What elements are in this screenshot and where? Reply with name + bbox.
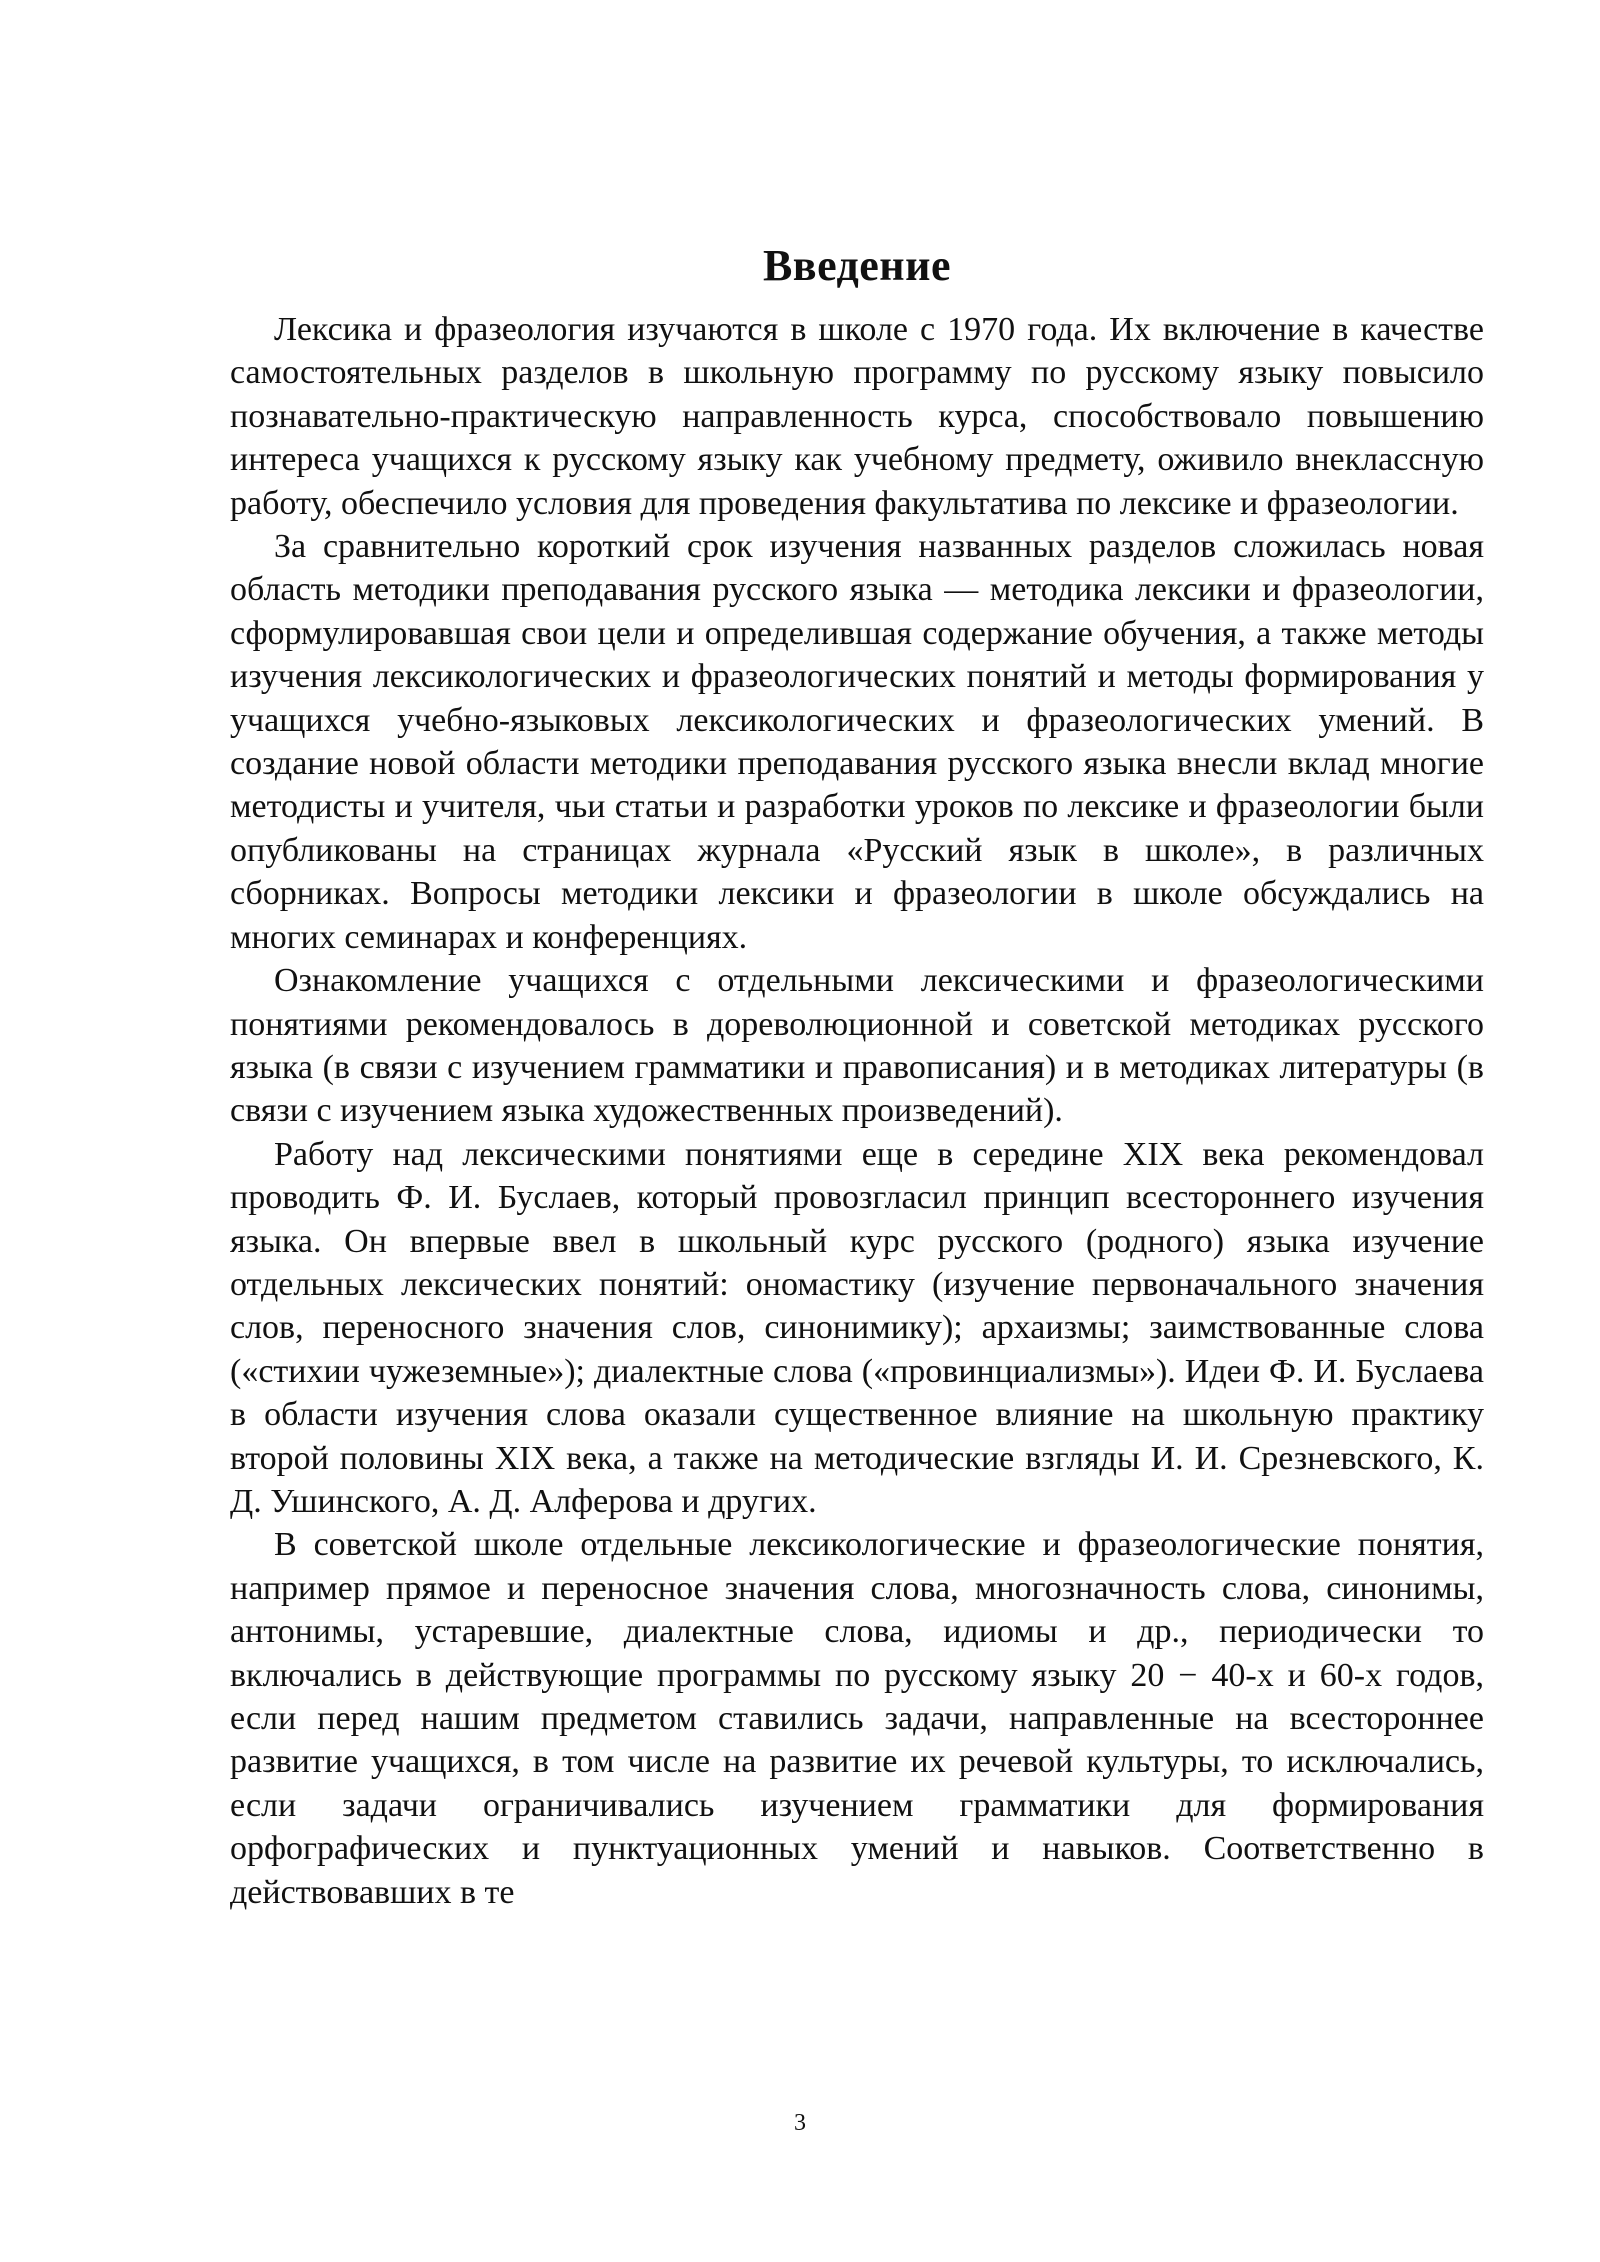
page-body [230, 238, 1484, 1914]
page-number: 3 [794, 2110, 806, 2136]
paragraph-2: За сравнительно короткий срок изучения названных разделов сложилась новая область методики преподавания русского языка — методика лексики и фразеологии, сформулировавшая свои цели и определившая содержание обучения, а также методы изучения лексикологических и фразеологических понятий и методы формирования у учащихся учебно-языковых лексикологических и фразеологических умений. В создание новой области методики преподавания русского языка внесли вклад многие методисты и учителя, чьи статьи и разработки уроков по лексике и фразеологии были опубликованы на страницах журнала «Русский язык в школе», в различных сборниках. Вопросы методики лексики и фразеологии в школе обсуждались на многих семинарах и конференциях. [230, 528, 1484, 956]
page-title: Введение [762, 241, 952, 290]
paragraph-4: Работу над лексическими понятиями еще в середине XIX века рекомендовал проводить Ф. И. Буслаев, который провозгласил принцип всестороннего изучения языка. Он впервые ввел в школьный курс русского (родного) языка изучение отдельных лексических понятий: ономастику (изучение первоначального значения слов, переносного значения слов, синонимику); архаизмы; заимствованные слова («стихии чужеземные»); диалектные слова («провинциализмы»). Идеи Ф. И. Буслаева в области изучения слова оказали существенное влияние на школьную практику второй половины XIX века, а также на методические взгляды И. И. Срезневского, К. Д. Ушинского, А. Д. Алферова и других. [230, 1135, 1484, 1520]
paragraph-3: Ознакомление учащихся с отдельными лексическими и фразеологическими понятиями рекомендовалось в дореволюционной и советской методиках русского языка (в связи с изучением грамматики и правописания) и в методиках литературы (в связи с изучением языка художественных произведений). [230, 962, 1484, 1130]
paragraph-1: Лексика и фразеология изучаются в школе с 1970 года. Их включение в качестве самостоятельных разделов в школьную программу по русскому языку повысило познавательно-практическую направленность курса, способствовало повышению интереса учащихся к русскому языку как учебному предмету, оживило внеклассную работу, обеспечило условия для проведения факультатива по лексике и фразеологии. [230, 311, 1484, 522]
paragraph-5: В советской школе отдельные лексикологические и фразеологические понятия, например прямое и переносное значения слова, многозначность слова, синонимы, антонимы, устаревшие, диалектные слова, идиомы и др., периодически то включались в действующие программы по русскому языку 20 − 40-х и 60-х годов, если перед нашим предметом ставились задачи, направленные на всестороннее развитие учащихся, в том числе на развитие их речевой культуры, то исключались, если задачи ограничивались изучением грамматики для формирования орфографических и пунктуационных умений и навыков. Соответственно в действовавших в те [230, 1526, 1484, 1911]
